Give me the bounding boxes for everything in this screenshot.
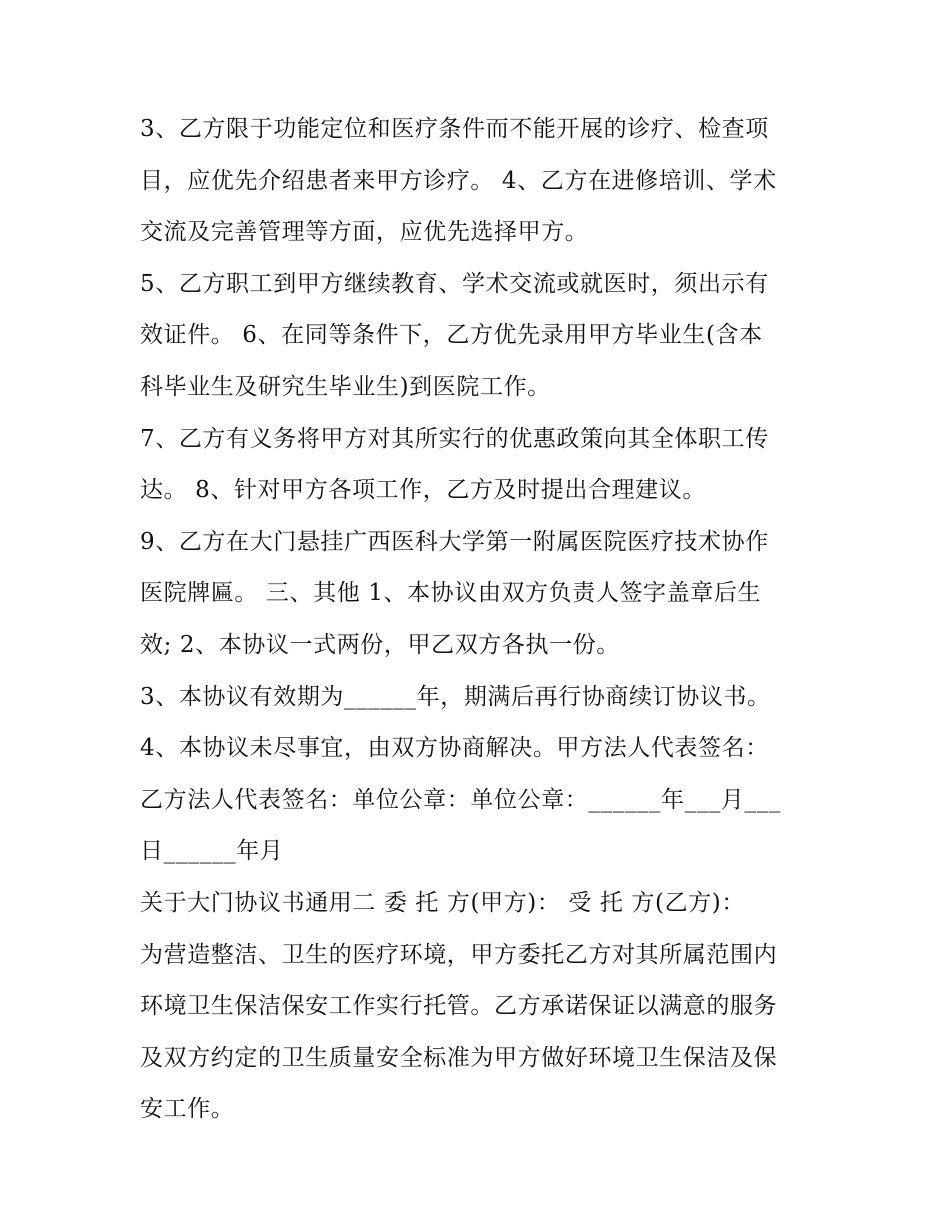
text-line: 达。 8、针对甲方各项工作，乙方及时提出合理建议。 xyxy=(140,477,706,504)
text-line: 乙方法人代表签名：单位公章：单位公章：______年___月___ xyxy=(140,786,781,813)
text-line: 医院牌匾。 三、其他 1、本协议由双方负责人签字盖章后生 xyxy=(140,580,762,607)
text-line: 日______年月 xyxy=(140,838,284,865)
text-line: 目，应优先介绍患者来甲方诊疗。 4、乙方在进修培训、学术 xyxy=(140,167,777,194)
text-line: 5、乙方职工到甲方继续教育、学术交流或就医时，须出示有 xyxy=(140,270,769,297)
text-line: 效证件。 6、在同等条件下，乙方优先录用甲方毕业生(含本 xyxy=(140,322,763,349)
text-line: 安工作。 xyxy=(140,1096,235,1123)
text-line: 科毕业生及研究生毕业生)到医院工作。 xyxy=(140,373,551,400)
text-line: 4、本协议未尽事宜，由双方协商解决。甲方法人代表签名： xyxy=(140,735,769,762)
document-body xyxy=(140,104,820,1136)
text-line: 3、乙方限于功能定位和医疗条件而不能开展的诊疗、检查项 xyxy=(140,116,769,142)
text-line: 效; 2、本协议一式两份，甲乙双方各执一份。 xyxy=(140,631,620,658)
text-line: 9、乙方在大门悬挂广西医科大学第一附属医院医疗技术协作 xyxy=(140,528,769,555)
text-line: 为营造整洁、卫生的医疗环境，甲方委托乙方对其所属范围内 xyxy=(140,941,778,968)
text-line: 3、本协议有效期为______年，期满后再行协商续订协议书。 xyxy=(140,683,771,710)
text-line: 7、乙方有义务将甲方对其所实行的优惠政策向其全体职工传 xyxy=(140,425,769,452)
text-line: 环境卫生保洁保安工作实行托管。乙方承诺保证以满意的服务 xyxy=(140,993,778,1020)
text-line: 交流及完善管理等方面，应优先选择甲方。 xyxy=(140,219,589,246)
text-line: 及双方约定的卫生质量安全标准为甲方做好环境卫生保洁及保 xyxy=(140,1044,778,1071)
text-line: 关于大门协议书通用二 委 托 方(甲方)： 受 托 方(乙方)： xyxy=(140,889,745,916)
